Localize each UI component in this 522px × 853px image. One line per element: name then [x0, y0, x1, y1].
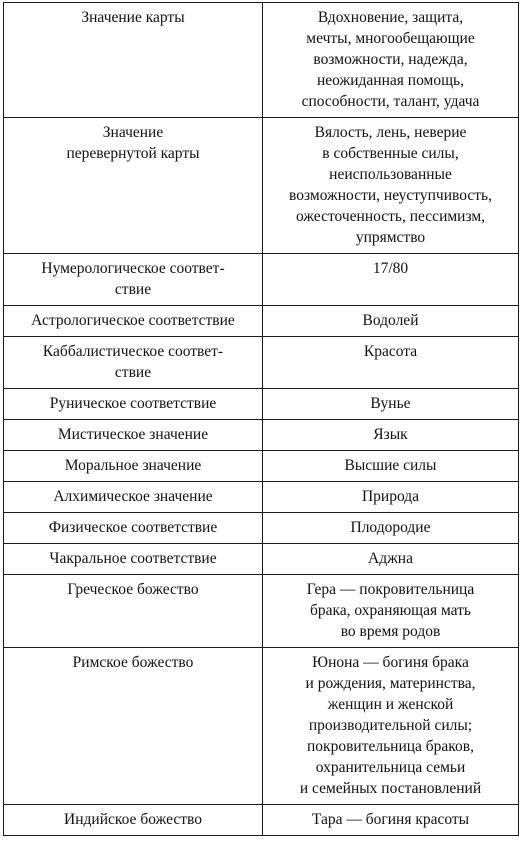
table-row	[4, 513, 519, 544]
row-label: Алхимическое значение	[4, 482, 263, 513]
row-value: 17/80	[263, 254, 519, 306]
row-value: Гера — покровительница брака, охраняющая мать во время родов	[263, 575, 519, 648]
row-value: Плодородие	[263, 513, 519, 544]
row-label: Греческое божество	[4, 575, 263, 648]
table-row	[4, 3, 519, 118]
row-label: Моральное значение	[4, 451, 263, 482]
row-label: Индийское божество	[4, 805, 263, 836]
row-value: Язык	[263, 420, 519, 451]
row-label: Мистическое значение	[4, 420, 263, 451]
row-value: Вялость, лень, неверие в собственные силы, неиспользованные возможности, неуступчивость, ожесточенность, пессимизм, упрямство	[263, 118, 519, 254]
row-label: Чакральное соответствие	[4, 544, 263, 575]
row-value: Тара — богиня красоты	[263, 805, 519, 836]
row-value: Вунье	[263, 389, 519, 420]
table-row	[4, 118, 519, 254]
row-label: Каббалистическое соответ- ствие	[4, 337, 263, 389]
table-row	[4, 544, 519, 575]
table-row	[4, 451, 519, 482]
row-value: Аджна	[263, 544, 519, 575]
row-label: Нумерологическое соответ- ствие	[4, 254, 263, 306]
correspondence-table-container	[3, 2, 518, 836]
table-row	[4, 420, 519, 451]
row-value: Водолей	[263, 306, 519, 337]
table-row	[4, 805, 519, 836]
table-row	[4, 306, 519, 337]
correspondence-table	[3, 2, 519, 836]
table-row	[4, 648, 519, 805]
table-row	[4, 254, 519, 306]
row-value: Вдохновение, защита, мечты, многообещающие возможности, надежда, неожиданная помощь, способности, талант, удача	[263, 3, 519, 118]
row-label: Римское божество	[4, 648, 263, 805]
row-value: Высшие силы	[263, 451, 519, 482]
row-label: Значение перевернутой карты	[4, 118, 263, 254]
row-value: Юнона — богиня брака и рождения, материнства, женщин и женской производительной силы; покровительница браков, охранительница семьи и семейных постановлений	[263, 648, 519, 805]
table-row	[4, 389, 519, 420]
table-row	[4, 337, 519, 389]
row-label: Астрологическое соответствие	[4, 306, 263, 337]
row-value: Красота	[263, 337, 519, 389]
row-label: Физическое соответствие	[4, 513, 263, 544]
table-row	[4, 575, 519, 648]
table-row	[4, 482, 519, 513]
row-label: Руническое соответствие	[4, 389, 263, 420]
row-value: Природа	[263, 482, 519, 513]
row-label: Значение карты	[4, 3, 263, 118]
